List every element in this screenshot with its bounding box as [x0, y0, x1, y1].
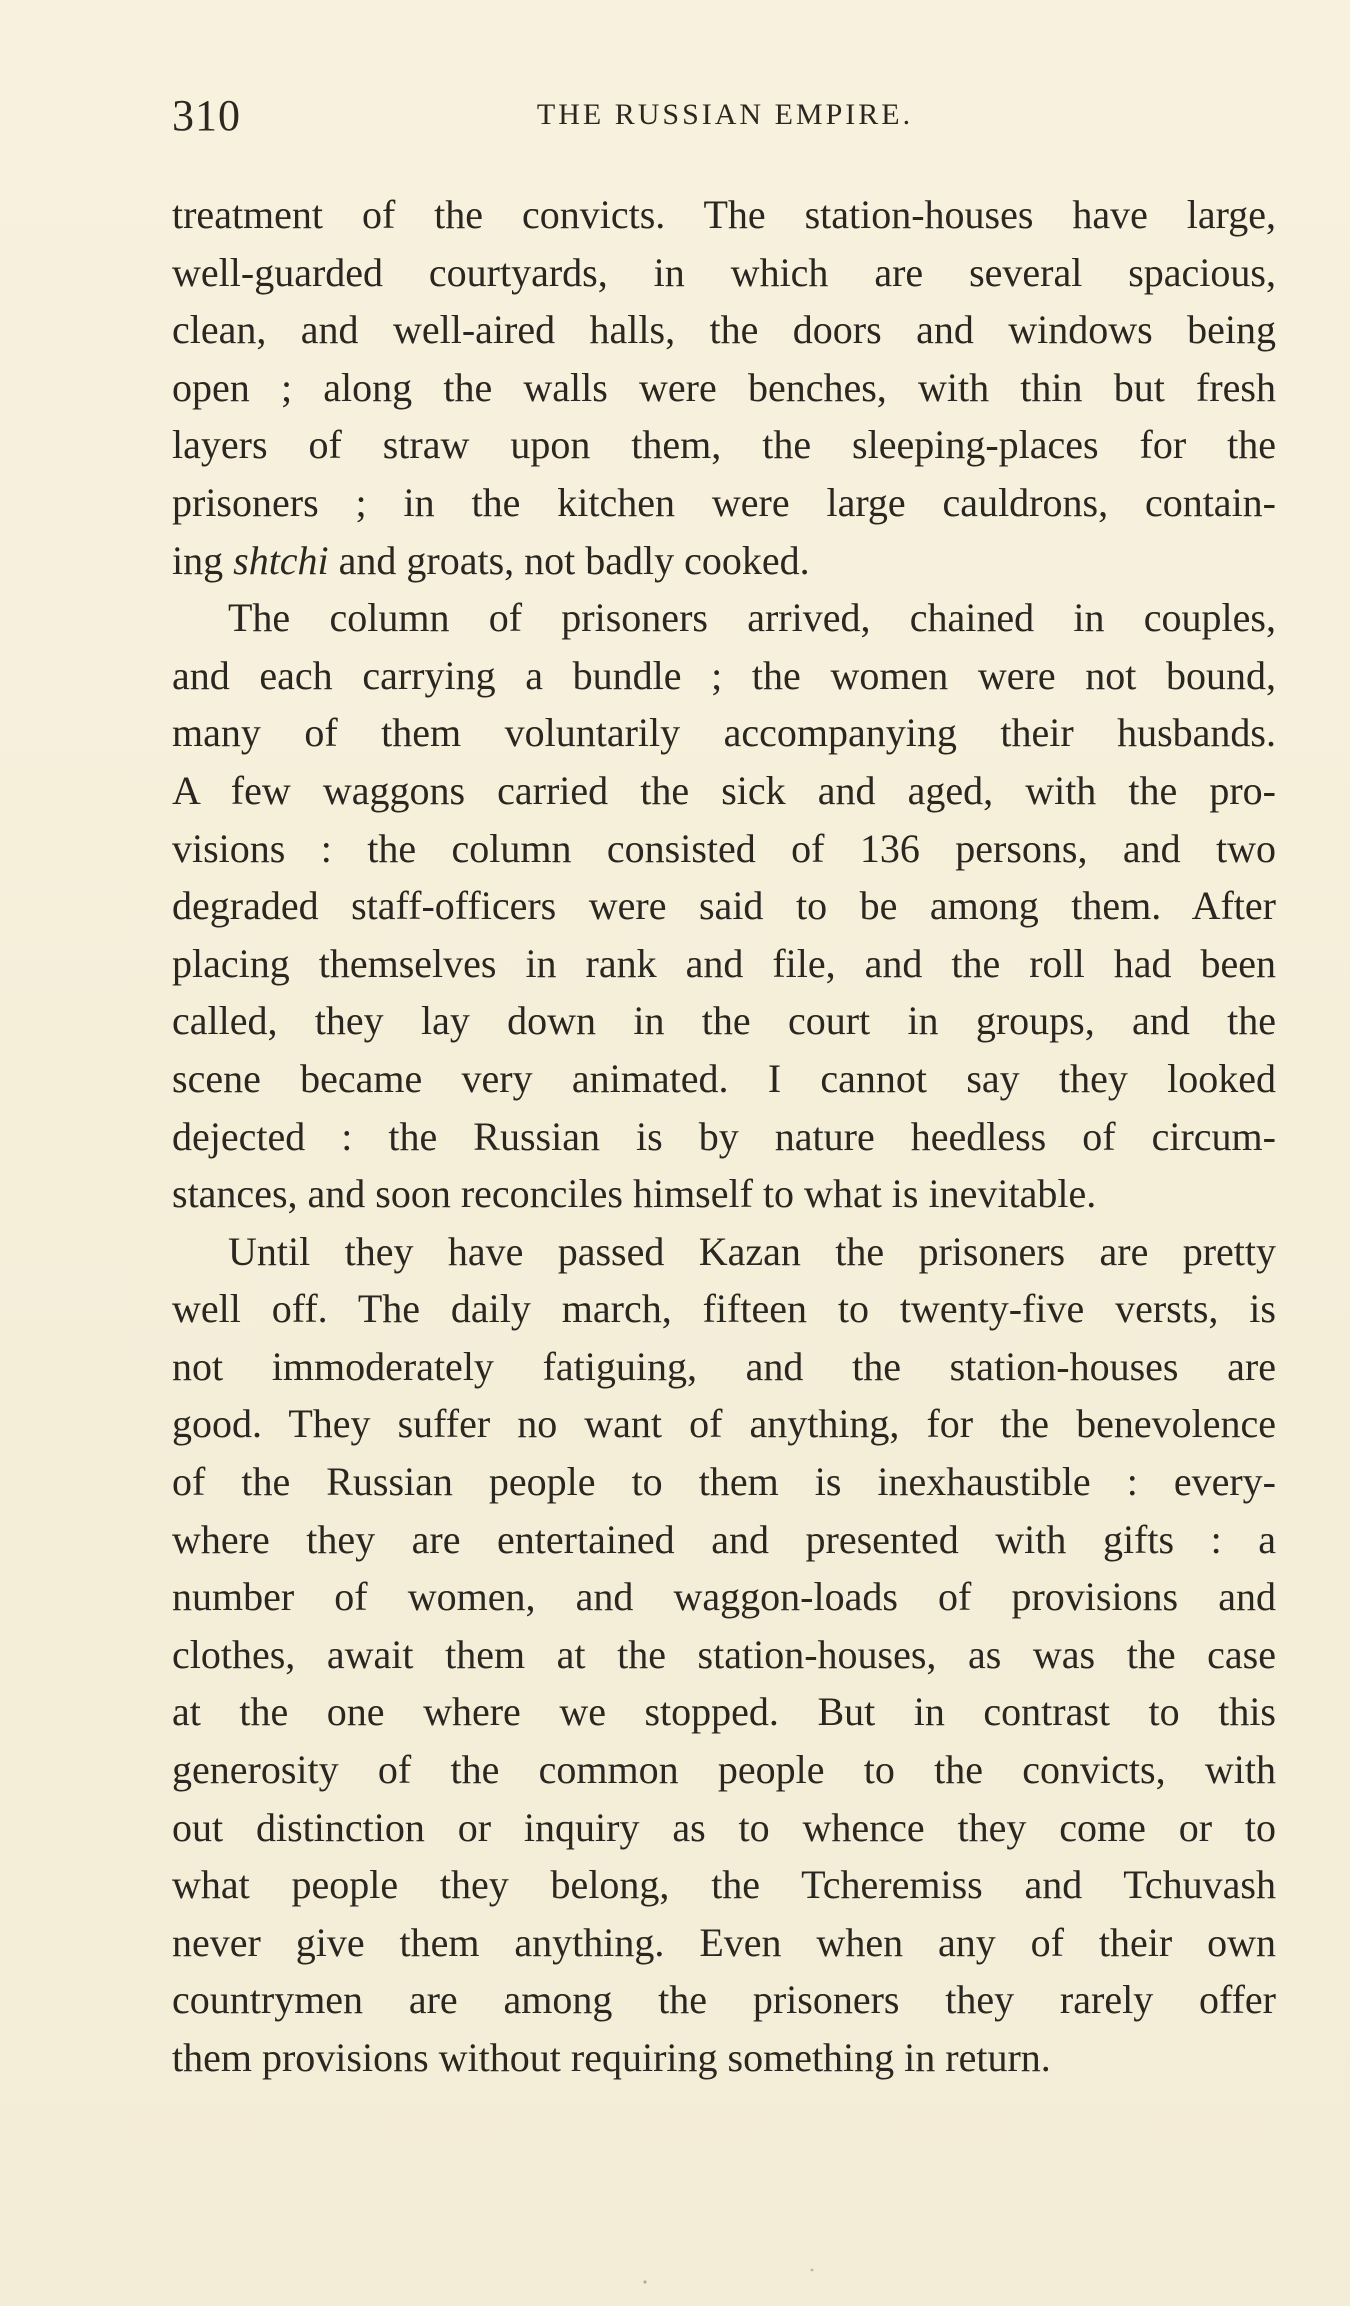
paragraph-1 [172, 186, 1276, 589]
text-segment: ing [172, 537, 234, 583]
text-line: what people they belong, the Tcheremiss and Tchuvash [172, 1862, 1276, 1908]
text-line: prisoners ; in the kitchen were large cauldrons, contain- [172, 479, 1276, 525]
text-line: many of them voluntarily accompanying their husbands. [172, 710, 1276, 756]
text-line: at the one where we stopped. But in contrast to this [172, 1689, 1276, 1735]
text-line: and each carrying a bundle ; the women were not bound, [172, 652, 1276, 698]
running-head [172, 90, 1278, 140]
text-line: countrymen are among the prisoners they rarely offer [172, 1977, 1276, 2023]
text-line: clean, and well-aired halls, the doors and windows being [172, 307, 1276, 353]
paragraph-3 [172, 1223, 1276, 2087]
text-line: scene became very animated. I cannot say they looked [172, 1055, 1276, 1101]
text-line: clothes, await them at the station-houses, as was the case [172, 1631, 1276, 1677]
text-line: number of women, and waggon-loads of provisions and [172, 1574, 1276, 1620]
text-line: degraded staff-officers were said to be among them. After [172, 883, 1276, 929]
text-line: not immoderately fatiguing, and the station-houses are [172, 1343, 1276, 1389]
page-number: 310 [172, 91, 241, 140]
text-line [172, 532, 1276, 590]
text-line: treatment of the convicts. The station-houses have large, [172, 192, 1276, 237]
text-line: never give them anything. Even when any of their own [172, 1919, 1276, 1965]
text-line: stances, and soon reconciles himself to what is inevitable. [172, 1171, 1097, 1217]
text-line: them provisions without requiring something in return. [172, 2035, 1051, 2080]
text-line: A few waggons carried the sick and aged, with the pro- [172, 767, 1276, 813]
italic-term: shtchi [233, 537, 329, 583]
text-line: good. They suffer no want of anything, for the benevolence [172, 1401, 1276, 1447]
text-line: open ; along the walls were benches, with thin but fresh [172, 364, 1276, 410]
paper-speck [811, 2269, 814, 2272]
body-text [172, 186, 1276, 2087]
text-line: where they are entertained and presented with gifts : a [172, 1516, 1276, 1562]
running-title: THE RUSSIAN EMPIRE. [536, 98, 914, 131]
paragraph-2 [172, 589, 1276, 1223]
text-line: The column of prisoners arrived, chained in couples, [228, 595, 1276, 641]
text-line: Until they have passed Kazan the prisoners are pretty [228, 1228, 1276, 1274]
text-line: placing themselves in rank and file, and the roll had been [172, 940, 1276, 986]
text-line: well-guarded courtyards, in which are several spacious, [172, 249, 1276, 295]
text-line: dejected : the Russian is by nature heedless of circum- [172, 1113, 1276, 1159]
text-line: visions : the column consisted of 136 persons, and two [172, 825, 1276, 871]
text-line: called, they lay down in the court in groups, and the [172, 998, 1276, 1044]
text-segment: and groats, not badly cooked. [328, 537, 810, 583]
text-line: generosity of the common people to the convicts, with [172, 1747, 1276, 1793]
text-line: well off. The daily march, fifteen to twenty-five versts, is [172, 1286, 1276, 1332]
text-line: out distinction or inquiry as to whence they come or to [172, 1804, 1276, 1850]
text-line: layers of straw upon them, the sleeping-places for the [172, 422, 1276, 468]
paper-speck [643, 2280, 646, 2283]
text-line: of the Russian people to them is inexhaustible : every- [172, 1459, 1276, 1505]
